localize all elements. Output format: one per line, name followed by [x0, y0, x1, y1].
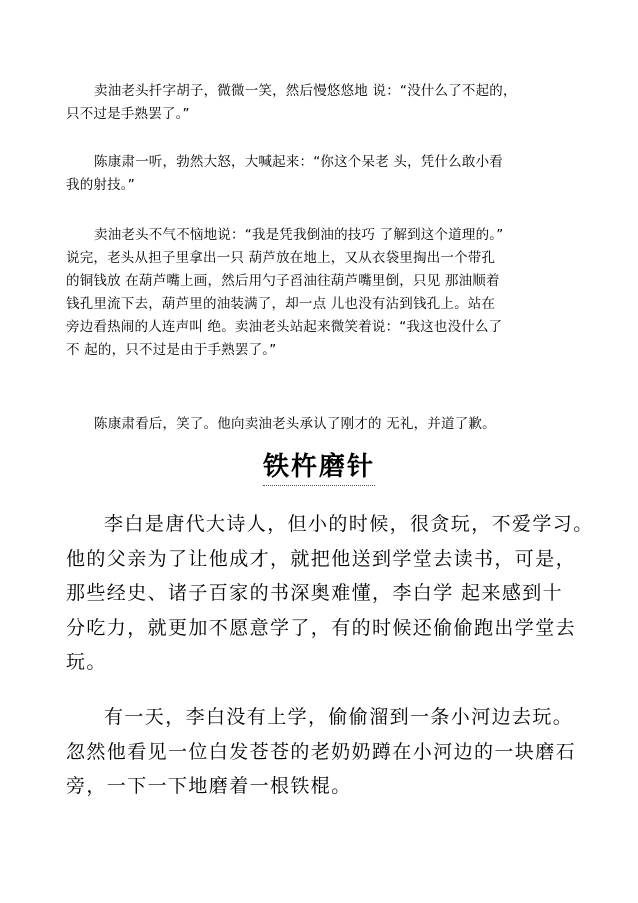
paragraph-chen-angry: [66, 151, 586, 197]
text-line: 只不过是手熟罢了。”: [66, 106, 190, 122]
text-line: 不 起的，只不过是由于手熟罢了。”: [66, 342, 277, 358]
text-line: 钱孔里流下去，葫芦里的油装满了，却一点 儿也没有沾到钱孔上。站在: [66, 296, 496, 312]
text-line: 陈康肃一听，勃然大怒，大喊起来：“你这个呆老 头，凭什么敢小看: [94, 154, 503, 170]
text-line: 那些经史、诸子百家的书深奥难懂，李白学 起来感到十: [66, 582, 564, 604]
text-line: 旁边看热闹的人连声叫 绝。卖油老头站起来微笑着说：“我这也没什么了: [66, 319, 503, 335]
text-line: 卖油老头不气不恼地说：“我是凭我倒油的技巧 了解到这个道理的。”: [94, 227, 504, 243]
text-line: 有一天，李白没有上学，偷偷溜到一条小河边去玩。: [104, 706, 574, 728]
text-line: 卖油老头扦字胡子，微微一笑，然后慢悠悠地 说：“没什么了不起的，: [94, 83, 517, 99]
story-title: [0, 445, 638, 486]
story-title-text: 铁杵磨针: [263, 450, 375, 486]
text-line: 旁，一下一下地磨着一根铁棍。: [66, 775, 352, 797]
text-line: 忽然他看见一位白发苍苍的老奶奶蹲在小河边的一块磨石: [66, 740, 577, 763]
paragraph-oil-demonstration: [66, 224, 586, 362]
paragraph-li-bai-intro: [66, 507, 594, 680]
text-line: 陈康肃看后，笑了。他向卖油老头承认了刚才的 无礼，并道了歉。: [94, 416, 496, 432]
text-line: 分吃力，就更加不愿意学了，有的时候还偷偷跑出学堂去: [66, 616, 577, 639]
text-line: 说完，老头从担子里拿出一只 葫芦放在地上，又从衣袋里掏出一个带孔: [66, 250, 496, 266]
text-line: 李白是唐代大诗人，但小的时候，很贪玩，不爱学习。: [104, 513, 594, 535]
paragraph-chen-apology: [66, 413, 586, 436]
text-line: 玩。: [66, 651, 107, 673]
text-line: 我的射技。”: [66, 177, 135, 193]
text-line: 的铜钱放 在葫芦嘴上画，然后用勺子舀油往葫芦嘴里倒，只见 那油顺着: [66, 273, 500, 289]
paragraph-grandma-grinding: [66, 700, 586, 804]
paragraph-oil-seller-reply: [66, 80, 586, 126]
text-line: 他的父亲为了让他成才，就把他送到学堂去读书，可是，: [66, 547, 577, 570]
